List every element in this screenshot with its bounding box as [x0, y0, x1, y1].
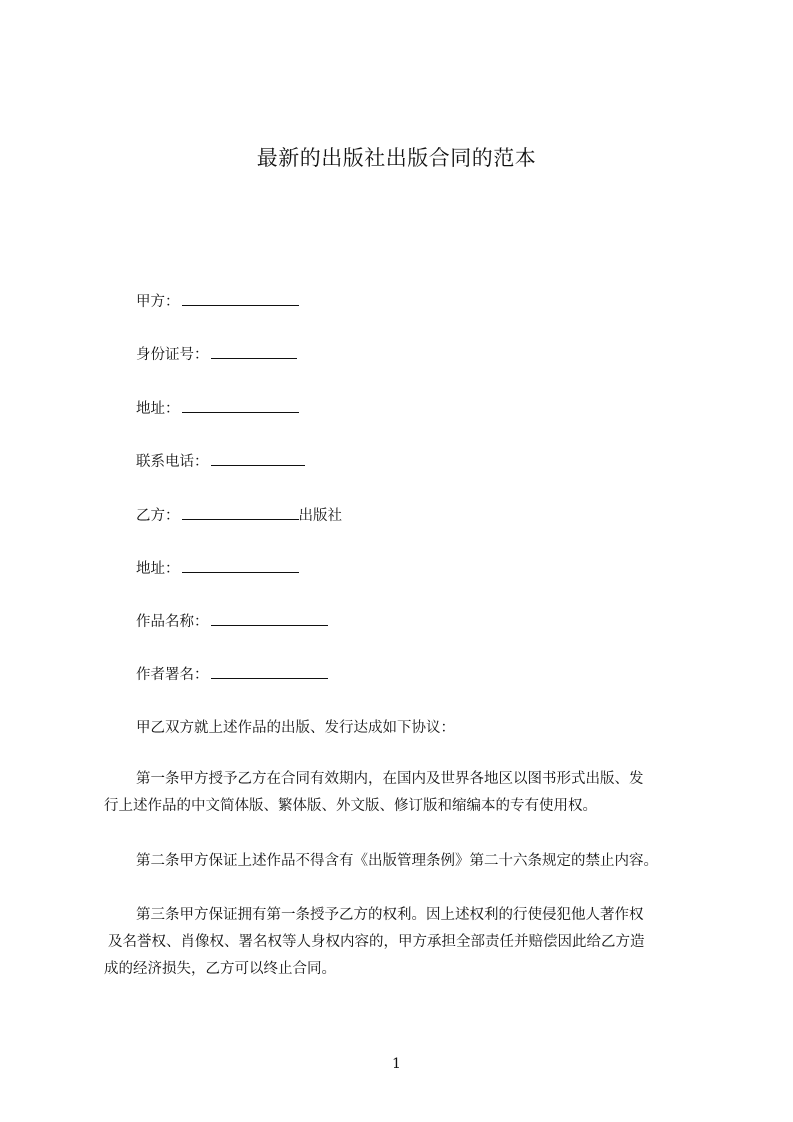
field-id-number-blank: [211, 345, 297, 359]
field-id-number-label: 身份证号：: [136, 347, 209, 363]
field-phone-label: 联系电话：: [136, 454, 209, 470]
field-address-a-label: 地址：: [136, 401, 180, 417]
field-address-a: [136, 399, 299, 418]
field-party-b-label: 乙方：: [136, 508, 180, 524]
article-1-line-1: 第一条甲方授予乙方在合同有效期内，在国内及世界各地区以图书形式出版、发: [136, 771, 644, 787]
field-party-a-blank: [182, 292, 299, 306]
field-address-b-blank: [182, 559, 299, 573]
field-work-title-label: 作品名称：: [136, 614, 209, 630]
field-work-title: [136, 612, 328, 631]
field-author-name: [136, 665, 328, 684]
article-2: [104, 848, 714, 875]
article-1-line-2: 行上述作品的中文简体版、繁体版、外文版、修订版和缩编本的专有使用权。: [104, 798, 597, 814]
article-3-line-3: 成的经济损失，乙方可以终止合同。: [104, 961, 336, 977]
article-3-line-2: 及名誉权、肖像权、署名权等人身权内容的，甲方承担全部责任并赔偿因此给乙方造: [108, 934, 645, 950]
field-phone-blank: [211, 452, 305, 466]
field-party-a: [136, 292, 299, 311]
field-author-name-blank: [211, 665, 328, 679]
field-party-b-blank: [182, 506, 299, 520]
intro-paragraph: 甲乙双方就上述作品的出版、发行达成如下协议：: [136, 720, 455, 736]
field-phone: [136, 452, 305, 471]
field-party-a-label: 甲方：: [136, 294, 180, 310]
field-address-b: [136, 559, 299, 578]
field-party-b-suffix: 出版社: [298, 508, 342, 524]
article-3: [104, 902, 714, 983]
field-work-title-blank: [211, 612, 328, 626]
field-address-a-blank: [182, 399, 299, 413]
field-id-number: [136, 345, 297, 364]
document-title: 最新的出版社出版合同的范本: [256, 146, 537, 170]
article-2-line-1: 第二条甲方保证上述作品不得含有《出版管理条例》第二十六条规定的禁止内容。: [136, 853, 658, 869]
field-party-b: [136, 506, 342, 525]
page-number: 1: [392, 1056, 401, 1072]
field-author-name-label: 作者署名：: [136, 667, 209, 683]
field-address-b-label: 地址：: [136, 561, 180, 577]
article-1: [104, 766, 714, 820]
article-3-line-1: 第三条甲方保证拥有第一条授予乙方的权利。因上述权利的行使侵犯他人著作权: [136, 907, 644, 923]
